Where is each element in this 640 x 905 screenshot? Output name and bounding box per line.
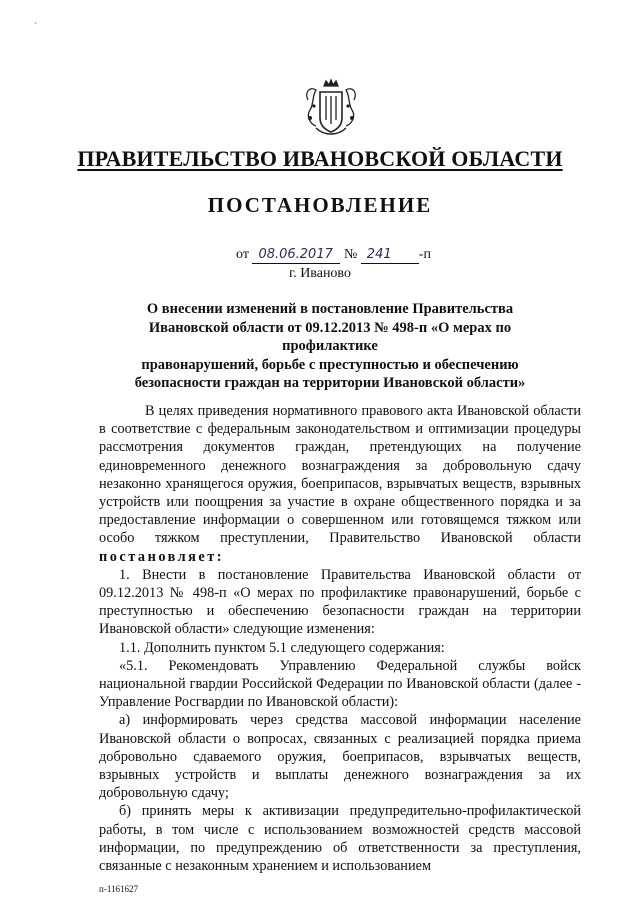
subject-line: безопасности граждан на территории Ивановской области» <box>134 375 526 391</box>
preamble-text: В целях приведения нормативного правового акта Ивановской области в соответствие с федеральным законодательством и оптимизации процедуры рассмотрения документов граждан, претендующих на получение единовременного денежного вознаграждения за добровольную сдачу незаконно хранящегося оружия, боеприпасов, взрывчатых веществ, взрывных устройств или поощрения за участие в охране общественного порядка и за предоставление информации о совершенном или готовящемся тяжком или особо тяжком преступлении, Правительство Ивановской области <box>99 403 581 547</box>
paragraph-item-1-1: 1.1. Дополнить пунктом 5.1 следующего содержания: <box>119 639 445 656</box>
paragraph-item-1: 1. Внести в постановление Правительства Ивановской области от 09.12.2013 № 498-п «О мерах по профилактике правонарушений, борьбе с преступностью и обеспечению безопасности граждан на территории Ивановской области» следующие изменения: <box>99 566 581 638</box>
decree-word: постановляет: <box>99 548 225 565</box>
date-number-line <box>236 247 431 264</box>
number-sign: № <box>343 247 358 262</box>
number-value: 241 <box>361 248 419 264</box>
footer-code: п-1161627 <box>99 884 138 894</box>
document-type: ПОСТАНОВЛЕНИЕ <box>207 193 433 217</box>
coat-of-arms-icon <box>300 78 362 140</box>
subject-line: правонарушений, борьбе с преступностью и обеспечению <box>141 356 519 373</box>
city: г. Иваново <box>289 266 351 281</box>
paragraph-item-5-1: «5.1. Рекомендовать Управлению Федеральной службы войск национальной гвардии Российской Федерации по Ивановской области (далее - Управление Росгвардии по Ивановской области): <box>99 657 581 711</box>
document-body <box>99 402 581 875</box>
date-prefix: от <box>236 247 249 262</box>
paragraph-preamble <box>99 402 581 566</box>
paragraph-item-b: б) принять меры к активизации предупредительно-профилактической работы, в том числе с использованием возможностей средств массовой информации, по предупреждению об ответственности за преступления, связанные с незаконным хранением и использованием <box>99 803 581 875</box>
paragraph-item-a: а) информировать через средства массовой информации население Ивановской области о вопросах, связанных с реализацией порядка приема добровольно сдаваемого оружия, боеприпасов, взрывчатых веществ, взрывных устройств и выплаты денежного вознаграждения за их добровольную сдачу; <box>99 712 581 802</box>
subject-line: О внесении изменений в постановление Правительства <box>146 301 514 317</box>
number-suffix: -п <box>418 247 431 262</box>
scan-mark: ˊ <box>34 22 38 33</box>
document-subject <box>100 300 560 393</box>
date-value: 08.06.2017 <box>252 248 340 264</box>
government-title: ПРАВИТЕЛЬСТВО ИВАНОВСКОЙ ОБЛАСТИ <box>77 146 563 171</box>
subject-line: Ивановской области от 09.12.2013 № 498-п «О мерах по профилактике <box>148 319 512 354</box>
